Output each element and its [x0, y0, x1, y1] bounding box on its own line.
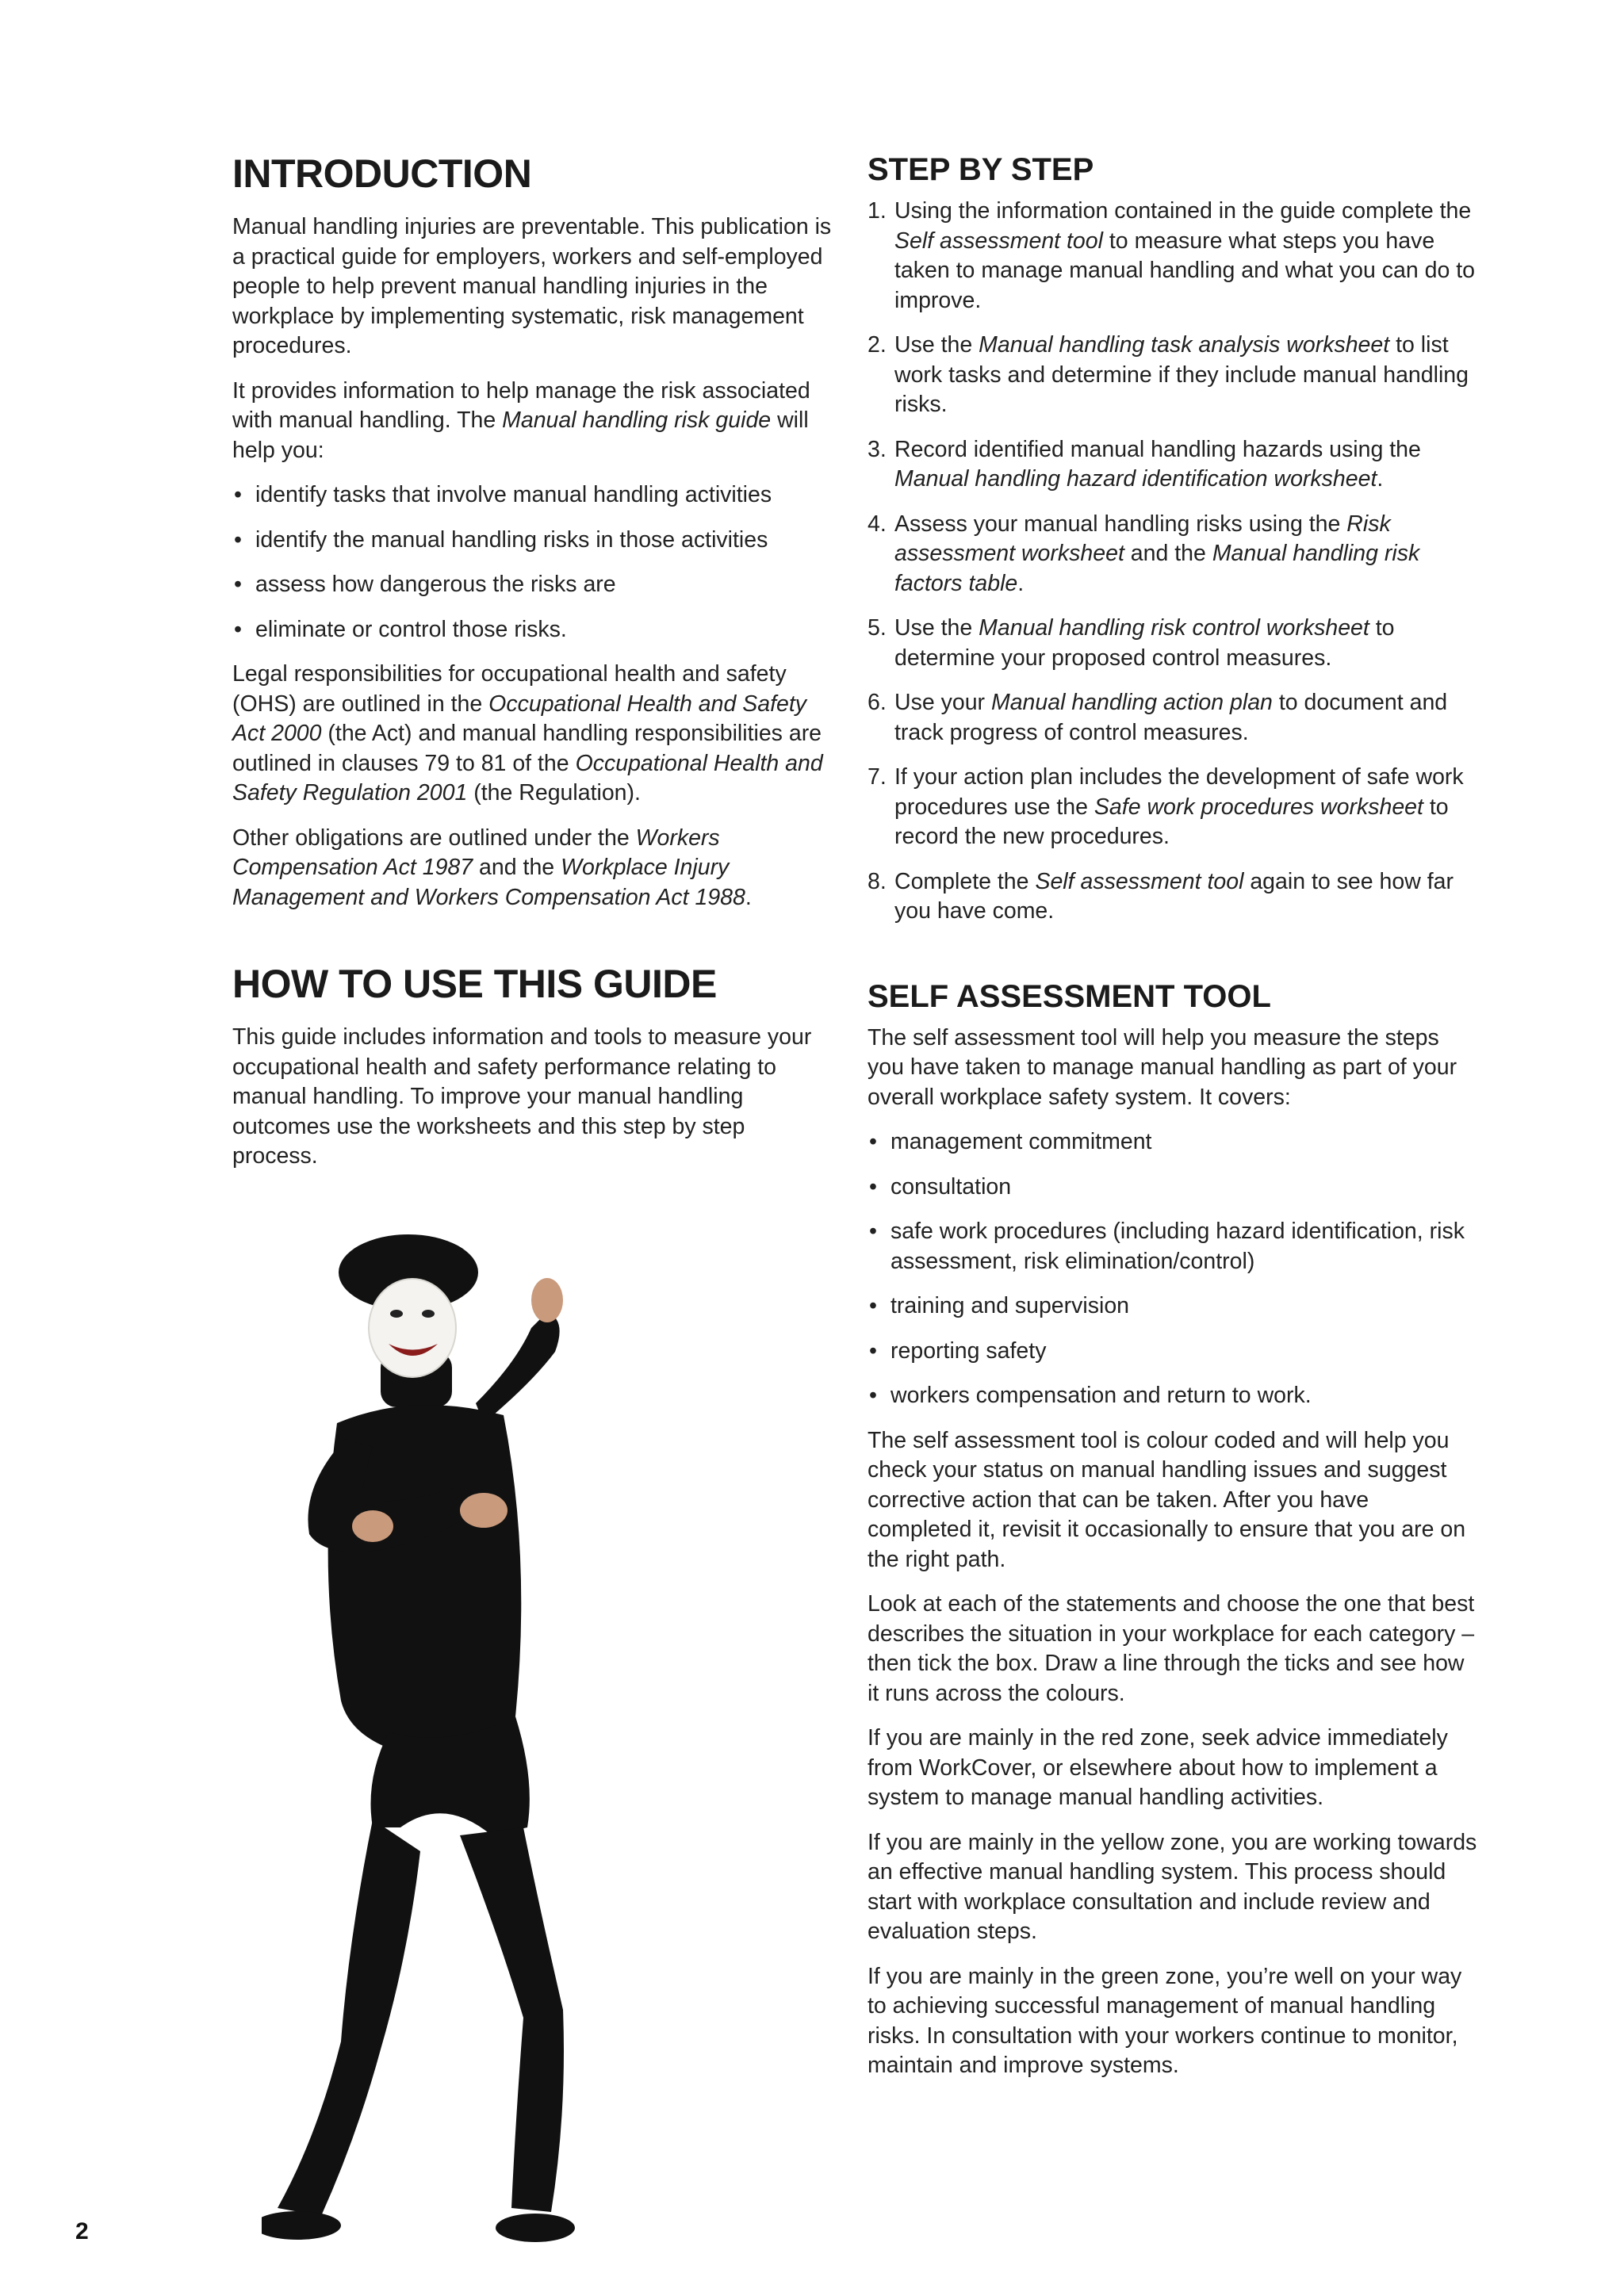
list-item: • eliminate or control those risks. [232, 615, 835, 645]
introduction-heading: INTRODUCTION [232, 151, 532, 196]
eye-right [422, 1310, 435, 1318]
lower-hand-shape [352, 1510, 393, 1542]
left-shoe-shape [262, 2211, 341, 2240]
self-assessment-paragraph-red: If you are mainly in the red zone, seek advice immediately from WorkCover, or elsewhere about how to implement a system to manage manual handling activities. [868, 1725, 1448, 1810]
introduction-paragraph-4: Other obligations are outlined under the Workers Compensation Act 1987 and the Workplace Injury Management and Workers Compensation Act 1988. [232, 825, 752, 910]
list-item: • assess how dangerous the risks are [232, 570, 835, 600]
list-item: • workers compensation and return to work. [868, 1381, 1478, 1411]
introduction-paragraph-3: Legal responsibilities for occupational health and safety (OHS) are outlined in the Occupational Health and Safety Act 2000 (the Act) and manual handling responsibilities are outlined in clauses 79 to 81 of the Occupational Health and Safety Regulation 2001 (the Regulation). [232, 661, 823, 806]
page-number: 2 [75, 2218, 89, 2244]
self-assessment-paragraph-2: The self assessment tool is colour coded and will help you check your status on manual handling issues and suggest corrective action that can be taken. After you have completed it, revisit it occasionally to ensure that you are on the right path. [868, 1427, 1466, 1572]
list-item: • management commitment [868, 1127, 1478, 1158]
list-item: • training and supervision [868, 1292, 1478, 1322]
self-assessment-paragraph-3: Look at each of the statements and choose the one that best describes the situation in your workplace for each category – then tick the box. Draw a line through the ticks and see how it runs across the colours. [868, 1591, 1475, 1706]
list-item: • identify tasks that involve manual handling activities [232, 480, 835, 511]
step-item: 2. Use the Manual handling task analysis worksheet to list work tasks and determine if they include manual handling risks. [868, 332, 1469, 417]
list-item: • reporting safety [868, 1337, 1478, 1367]
self-assessment-bullet-list [868, 1127, 1478, 1411]
step-by-step-heading: STEP BY STEP [868, 152, 1094, 187]
right-shoe-shape [496, 2214, 575, 2242]
introduction-paragraph-2: It provides information to help manage the risk associated with manual handling. The Manual handling risk guide will help you: [232, 377, 810, 463]
eye-left [390, 1310, 403, 1318]
introduction-section [232, 151, 835, 913]
step-list [868, 197, 1478, 927]
list-item: • consultation [868, 1173, 1478, 1203]
step-item: 5. Use the Manual handling risk control worksheet to determine your proposed control measures. [868, 615, 1395, 671]
step-item: 7. If your action plan includes the development of safe work procedures use the Safe work procedures worksheet to record the new procedures. [868, 764, 1464, 849]
how-to-use-section [232, 961, 835, 1172]
introduction-bullet-list [232, 480, 835, 645]
how-to-use-paragraph: This guide includes information and tools to measure your occupational health and safety performance relating to manual handling. To improve your manual handling outcomes use the worksheets and this step by step process. [232, 1024, 812, 1169]
white-face-shape [369, 1279, 456, 1377]
mime-figure-illustration [262, 1225, 769, 2256]
left-column [232, 151, 835, 1187]
left-hand-shape [460, 1493, 508, 1528]
introduction-paragraph-1: Manual handling injuries are preventable. This publication is a practical guide for employers, workers and self-employed people to help prevent manual handling injuries in the workplace by implementing systematic, risk management procedures. [232, 214, 832, 358]
self-assessment-heading: SELF ASSESSMENT TOOL [868, 978, 1271, 1014]
step-by-step-section [868, 151, 1478, 927]
list-item: • safe work procedures (including hazard identification, risk assessment, risk elimination/control) [868, 1217, 1478, 1276]
step-item: 1. Using the information contained in the guide complete the Self assessment tool to measure what steps you have taken to manage manual handling and what you can do to improve. [868, 198, 1476, 313]
right-leg-shape [460, 1827, 564, 2212]
self-assessment-paragraph-green: If you are mainly in the green zone, you’re well on your way to achieving successful management of manual handling risks. In consultation with your workers continue to monitor, maintain and improve systems. [868, 1963, 1462, 2078]
step-item: 6. Use your Manual handling action plan to document and track progress of control measures. [868, 690, 1448, 745]
self-assessment-intro: The self assessment tool will help you measure the steps you have taken to manage manual handling as part of your overall workplace safety system. It covers: [868, 1024, 1457, 1110]
left-leg-shape [278, 1820, 420, 2216]
self-assessment-paragraph-yellow: If you are mainly in the yellow zone, you are working towards an effective manual handling system. This process should start with workplace consultation and include review and evaluation steps. [868, 1829, 1477, 1944]
step-item: 8. Complete the Self assessment tool again to see how far you have come. [868, 868, 1454, 924]
right-column [868, 151, 1478, 2096]
step-item: 4. Assess your manual handling risks using the Risk assessment worksheet and the Manual handling risk factors table. [868, 511, 1420, 596]
step-item: 3. Record identified manual handling hazards using the Manual handling hazard identification worksheet. [868, 436, 1421, 492]
how-to-use-heading: HOW TO USE THIS GUIDE [232, 962, 717, 1006]
raised-hand-shape [531, 1278, 563, 1322]
self-assessment-section [868, 978, 1478, 2081]
right-arm-shape [476, 1312, 560, 1423]
list-item: • identify the manual handling risks in those activities [232, 526, 835, 556]
